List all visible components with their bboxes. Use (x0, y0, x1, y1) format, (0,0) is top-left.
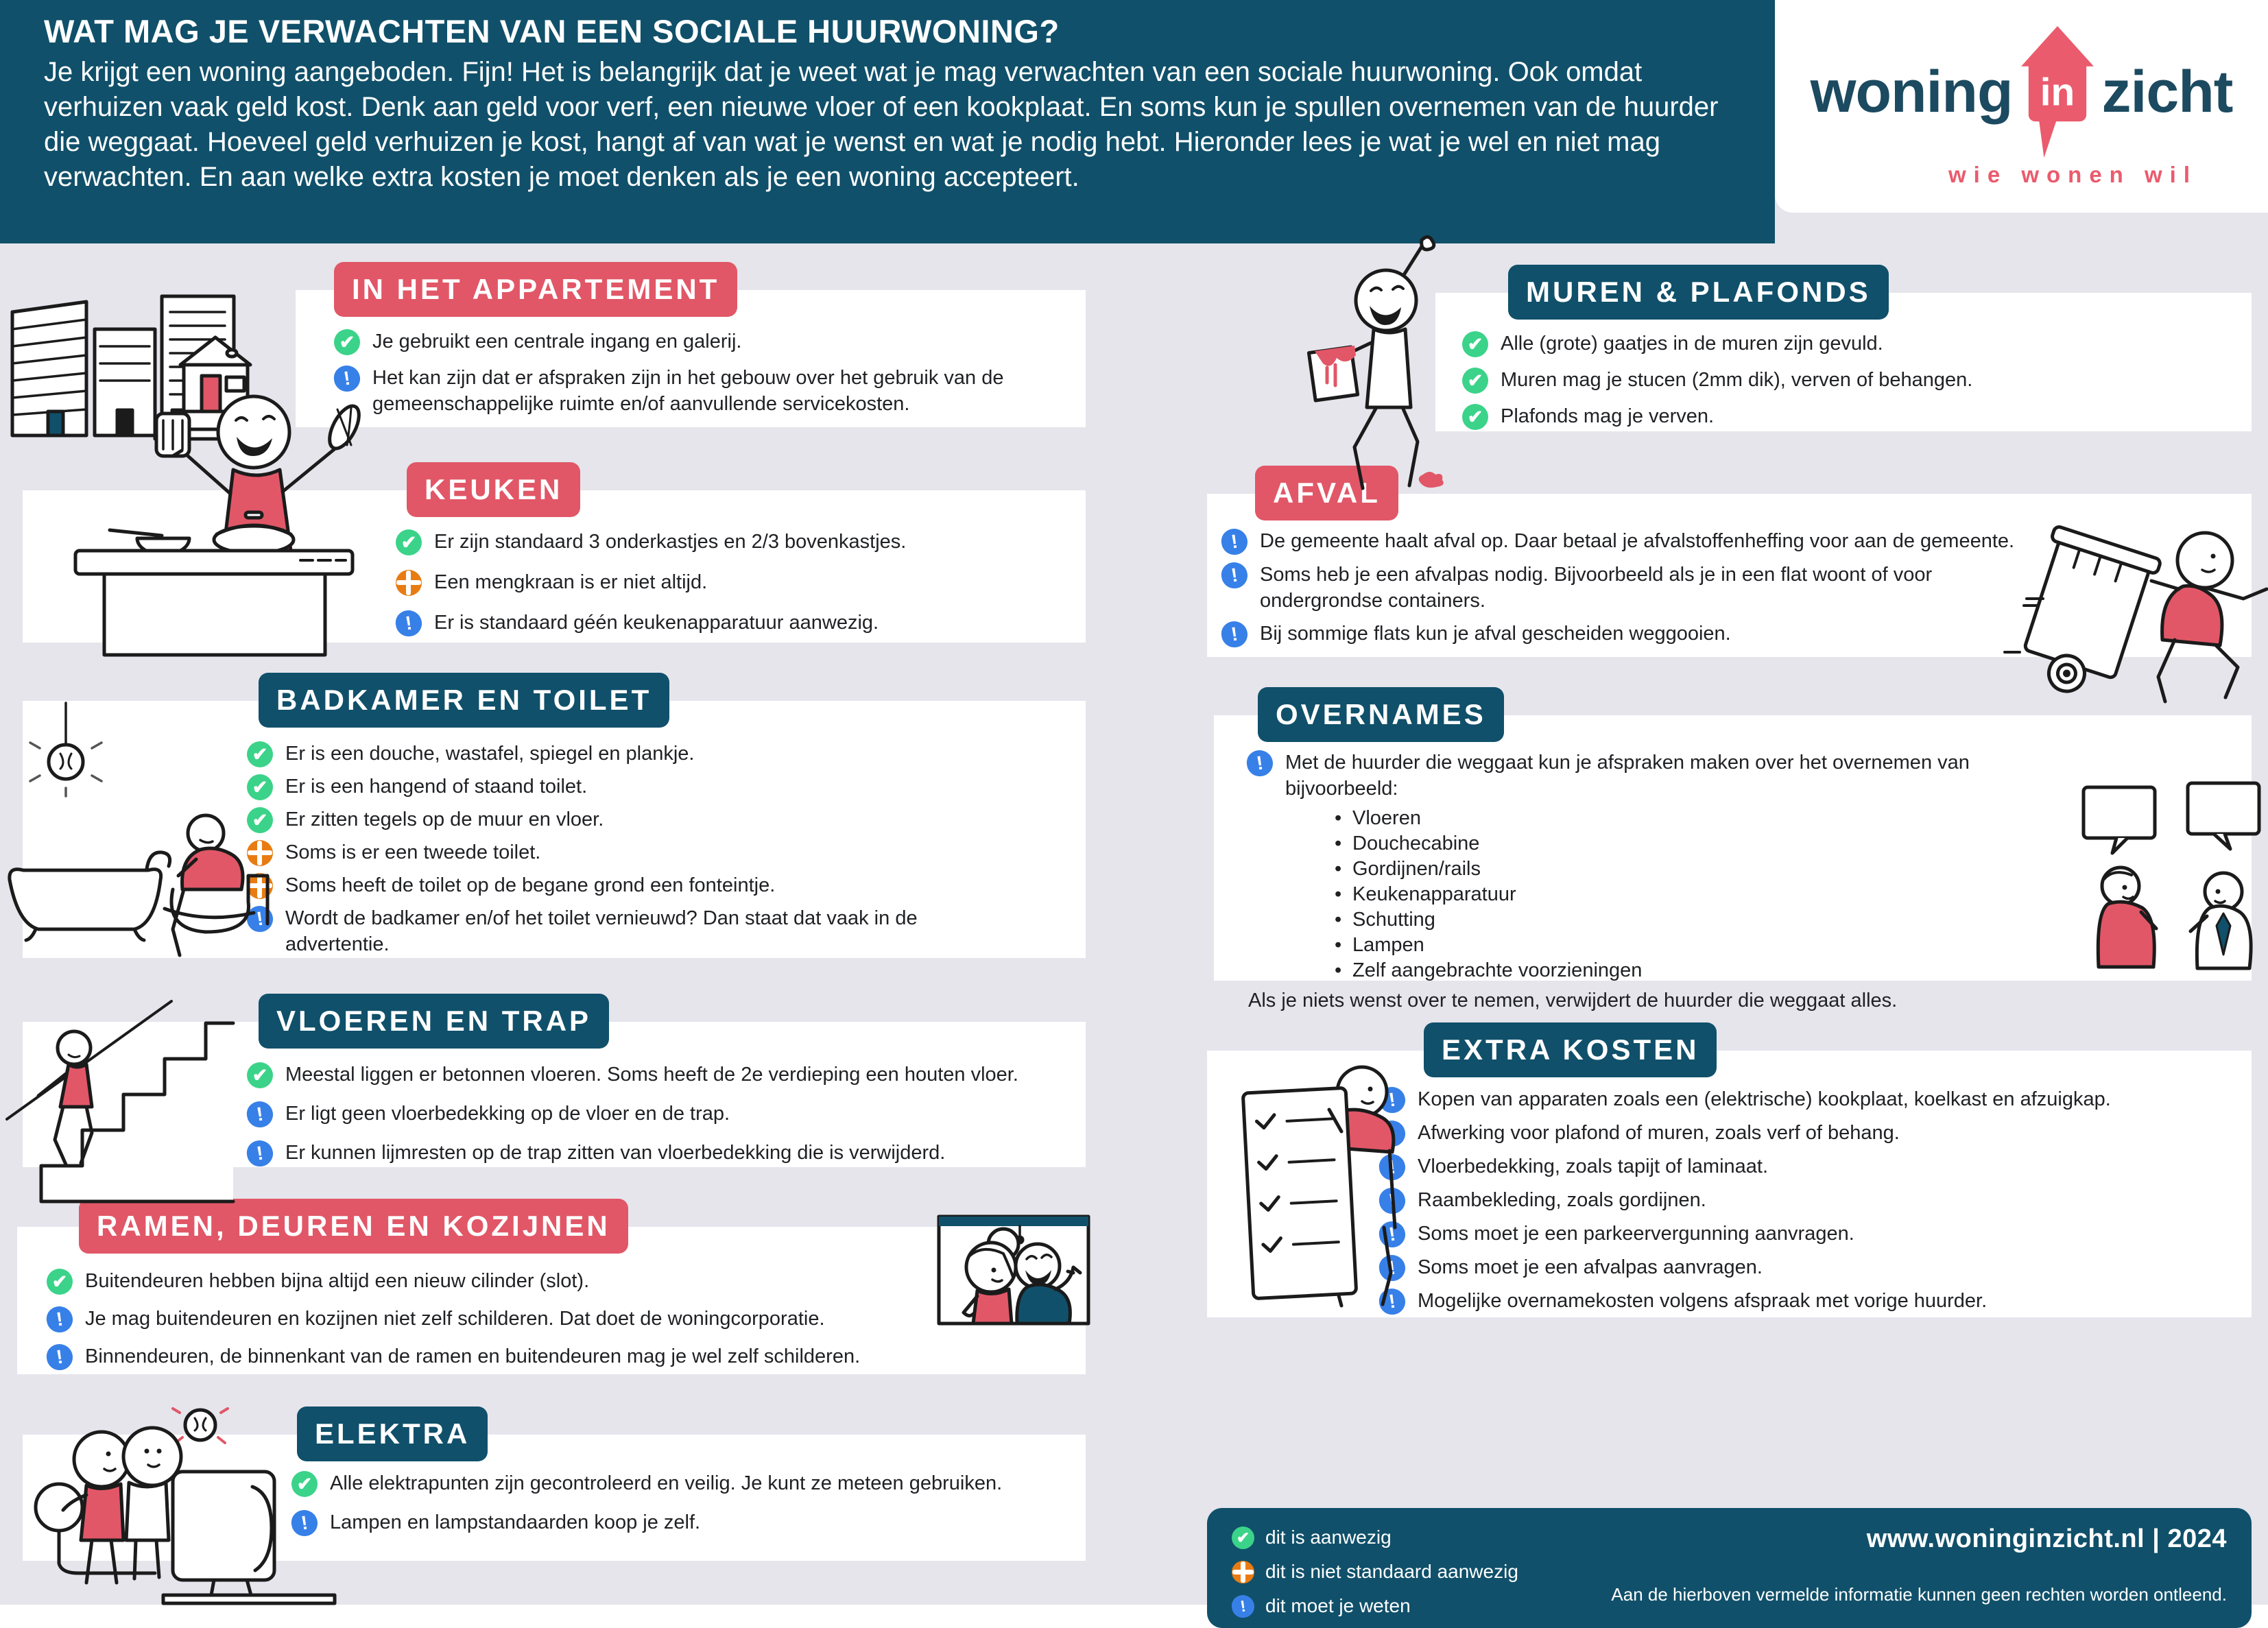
info-icon (45, 1342, 74, 1372)
checklist-item (1462, 331, 2238, 357)
checklist-item (47, 1306, 914, 1332)
info-icon (1219, 527, 1249, 556)
checklist-item (1221, 621, 2025, 647)
section-ramen (17, 1210, 1086, 1374)
checklist-item (1379, 1254, 2238, 1281)
item-text: Mogelijke overnamekosten volgens afspraak met vorige huurder. (1418, 1290, 1988, 1312)
checklist-item (47, 1343, 914, 1370)
item-text: Bij sommige flats kun je afval gescheiden weggooien. (1260, 623, 1731, 645)
checklist-item (1462, 367, 2238, 394)
item-text: Het kan zijn dat er afspraken zijn in het gebouw over het gebruik van de gemeenschappelijke ruimte en/of aanvullende servicekosten. (372, 367, 1004, 415)
framed-couple-illustration (935, 1214, 1093, 1370)
logo-tagline: wie wonen wil (1948, 162, 2198, 187)
section-title-badge: MUREN & PLAFONDS (1508, 265, 1889, 320)
item-text: Er ligt geen vloerbedekking op de vloer en de trap. (285, 1103, 730, 1125)
info-icon (1219, 619, 1249, 649)
checklist-item (396, 529, 1065, 555)
logo (1811, 25, 2233, 159)
plus-icon (1232, 1561, 1254, 1583)
item-text: Er zitten tegels op de muur en vloer. (285, 809, 604, 830)
list-item: • Vloeren (1329, 806, 2053, 831)
intro-paragraph: Je krijgt een woning aangeboden. Fijn! Het is belangrijk dat je weet wat je mag verwachten van een sociale huurwoning. Ook omdat verhuizen vaak geld kost. Denk aan geld voor verf, een nieuwe vloer of een kookplaat. En soms kun je spullen overnemen van de huurder die weggaat. Hoeveel geld verhuizen je kost, hangt af van wat je wenst en wat je nodig hebt. Hieronder lees je wat je wel en niet mag verwachten. En aan welke extra kosten je moet denken als je een woning accepteert. (44, 57, 1719, 192)
checklist-item (247, 741, 1058, 767)
legend-item (1232, 1524, 1518, 1551)
stairs-climber-illustration (0, 960, 237, 1207)
checklist-item (1379, 1086, 2238, 1113)
disclaimer-text: Aan de hierboven vermelde informatie kunnen geen rechten worden ontleend. (1611, 1584, 2227, 1605)
info-icon (45, 1304, 74, 1334)
checklist-item (1379, 1288, 2238, 1315)
checklist-item (47, 1268, 914, 1295)
checklist-person-illustration (1228, 1049, 1420, 1310)
info-icon (245, 1099, 274, 1129)
info-icon (1219, 560, 1249, 590)
item-text: Raambekleding, zoals gordijnen. (1418, 1189, 1706, 1211)
page-title: WAT MAG JE VERWACHTEN VAN EEN SOCIALE HUURWONING? (44, 13, 1060, 49)
plus-icon (396, 570, 422, 596)
section-title-badge: VLOEREN EN TRAP (259, 994, 609, 1049)
item-text: Meestal liggen er betonnen vloeren. Soms heeft de 2e verdieping een houten vloer. (285, 1064, 1018, 1086)
section-title-badge: RAMEN, DEUREN EN KOZIJNEN (79, 1199, 628, 1254)
item-text: Kopen van apparaten zoals een (elektrische) kookplaat, koelkast en afzuigkap. (1418, 1088, 2111, 1110)
list-item: • Gordijnen/rails (1329, 857, 2053, 882)
legend-label: dit is niet standaard aanwezig (1265, 1561, 1518, 1582)
checklist-item (247, 806, 1058, 833)
check-icon (1232, 1527, 1254, 1549)
section-title-badge: KEUKEN (407, 462, 580, 517)
item-text: Er is standaard géén keukenapparatuur aanwezig. (434, 612, 879, 634)
list-item: • Douchecabine (1329, 831, 2053, 857)
check-icon (1462, 404, 1488, 430)
checklist-item (247, 1101, 1079, 1127)
talking-people-illustration (2078, 782, 2268, 974)
footer-legend-box (1207, 1508, 2252, 1628)
jumping-painter-illustration (1300, 233, 1464, 494)
item-text: Afwerking voor plafond of muren, zoals verf of behang. (1418, 1122, 1900, 1144)
checklist-item (1379, 1120, 2238, 1147)
item-text: Plafonds mag je verven. (1501, 405, 1715, 427)
section-appartement (296, 273, 1086, 427)
section-title-badge: AFVAL (1255, 466, 1398, 520)
checklist-item (247, 905, 1058, 957)
checklist-item (334, 328, 1047, 355)
item-text: Er is een douche, wastafel, spiegel en plankje. (285, 743, 695, 765)
info-icon (245, 1138, 274, 1168)
item-text: Er kunnen lijmresten op de trap zitten van vloerbedekking die is verwijderd. (285, 1142, 946, 1164)
legend-item (1232, 1559, 1518, 1585)
checklist-item (247, 1140, 1079, 1166)
item-text: Soms moet je een parkeervergunning aanvragen. (1418, 1223, 1854, 1245)
item-text: Lampen en lampstandaarden koop je zelf. (330, 1511, 701, 1533)
section-title-badge: OVERNAMES (1258, 687, 1504, 742)
legend-label: dit moet je weten (1265, 1595, 1411, 1616)
checklist-item (1221, 528, 2025, 555)
item-text: Soms moet je een afvalpas aanvragen. (1418, 1256, 1763, 1278)
info-icon (1245, 748, 1274, 778)
list-item: • Schutting (1329, 907, 2053, 933)
item-text: Er is een hangend of staand toilet. (285, 776, 588, 798)
list-item: • Zelf aangebrachte voorzieningen (1329, 958, 2053, 983)
section-title-badge: EXTRA KOSTEN (1424, 1022, 1717, 1077)
item-text: Er zijn standaard 3 onderkastjes en 2/3 bovenkastjes. (434, 531, 907, 553)
item-text: De gemeente haalt afval op. Daar betaal je afvalstoffenheffing voor aan de gemeente. (1260, 530, 2015, 552)
bathroom-scene-illustration (0, 703, 302, 960)
checklist-item (1462, 403, 2238, 430)
item-text: Vloerbedekking, zoals tapijt of laminaat. (1418, 1156, 1769, 1177)
logo-word-woning: woning (1810, 58, 2013, 125)
list-item: • Lampen (1329, 933, 2053, 958)
item-text: Soms is er een tweede toilet. (285, 841, 541, 863)
item-text: Buitendeuren hebben bijna altijd een nieuw cilinder (slot). (85, 1270, 590, 1292)
item-text: Met de huurder die weggaat kun je afspraken maken over het overnemen van bijvoorbeeld: (1285, 752, 1970, 800)
checklist-item (1379, 1187, 2238, 1214)
item-text: Een mengkraan is er niet altijd. (434, 571, 708, 593)
item-text: Alle elektrapunten zijn gecontroleerd en veilig. Je kunt ze meteen gebruiken. (330, 1472, 1003, 1494)
website-link[interactable]: www.woninginzicht.nl | 2024 (1866, 1524, 2227, 1553)
checklist-item (396, 569, 1065, 596)
check-icon (1462, 331, 1488, 357)
check-icon (47, 1269, 73, 1295)
check-icon (396, 529, 422, 555)
legend-item (1232, 1593, 1518, 1619)
section-outro-text: Als je niets wenst over te nemen, verwijdert de huurder die weggaat alles. (1248, 990, 1898, 1011)
checklist-item (396, 610, 1065, 636)
overname-list (1329, 806, 2053, 983)
house-logo-icon (2017, 25, 2098, 159)
item-text: Soms heb je een afvalpas nodig. Bijvoorbeeld als je in een flat woont of voor ondergrondse containers. (1260, 564, 1933, 612)
checklist-item (291, 1509, 1072, 1536)
item-text: Alle (grote) gaatjes in de muren zijn gevuld. (1501, 333, 1883, 355)
checklist-item (247, 839, 1058, 866)
info-icon (394, 608, 423, 638)
checklist-item (247, 872, 1058, 899)
list-item: • Keukenapparatuur (1329, 882, 2053, 907)
checklist-item (1221, 562, 2025, 614)
item-text: Binnendeuren, de binnenkant van de ramen en buitendeuren mag je wel zelf schilderen. (85, 1345, 861, 1367)
checklist-item (247, 1062, 1079, 1088)
check-icon (1462, 368, 1488, 394)
trash-bin-runner-illustration (1999, 518, 2268, 703)
checklist-item (1247, 750, 2053, 802)
section-title-badge: ELEKTRA (297, 1406, 488, 1461)
checklist-item (1379, 1221, 2238, 1247)
item-text: Muren mag je stucen (2mm dik), verven of behangen. (1501, 369, 1973, 391)
item-text: Soms heeft de toilet op de begane grond een fonteintje. (285, 874, 776, 896)
section-title-badge: IN HET APPARTEMENT (334, 262, 737, 317)
check-icon (334, 329, 360, 355)
item-text: Je gebruikt een centrale ingang en galerij. (372, 331, 742, 352)
section-muren (1435, 276, 2252, 431)
section-title-badge: BADKAMER EN TOILET (259, 673, 669, 728)
checklist-item (1379, 1153, 2238, 1180)
info-icon (1230, 1594, 1256, 1620)
svg-text:in: in (2040, 71, 2075, 115)
header-banner (0, 0, 1775, 243)
logo-panel (1775, 0, 2268, 213)
legend-label: dit is aanwezig (1265, 1527, 1392, 1548)
item-text: Wordt de badkamer en/of het toilet vernieuwd? Dan staat dat vaak in de advertentie. (285, 907, 918, 955)
checklist-item (334, 365, 1047, 417)
checklist-item (291, 1470, 1072, 1497)
check-icon (247, 1062, 273, 1088)
sofa-tv-scene-illustration (21, 1406, 350, 1605)
cooking-person-illustration (27, 367, 377, 675)
item-text: Je mag buitendeuren en kozijnen niet zelf schilderen. Dat doet de woningcorporatie. (85, 1308, 825, 1330)
checklist-item (247, 774, 1058, 800)
logo-word-zicht: zicht (2101, 58, 2233, 125)
legend (1232, 1524, 1518, 1616)
